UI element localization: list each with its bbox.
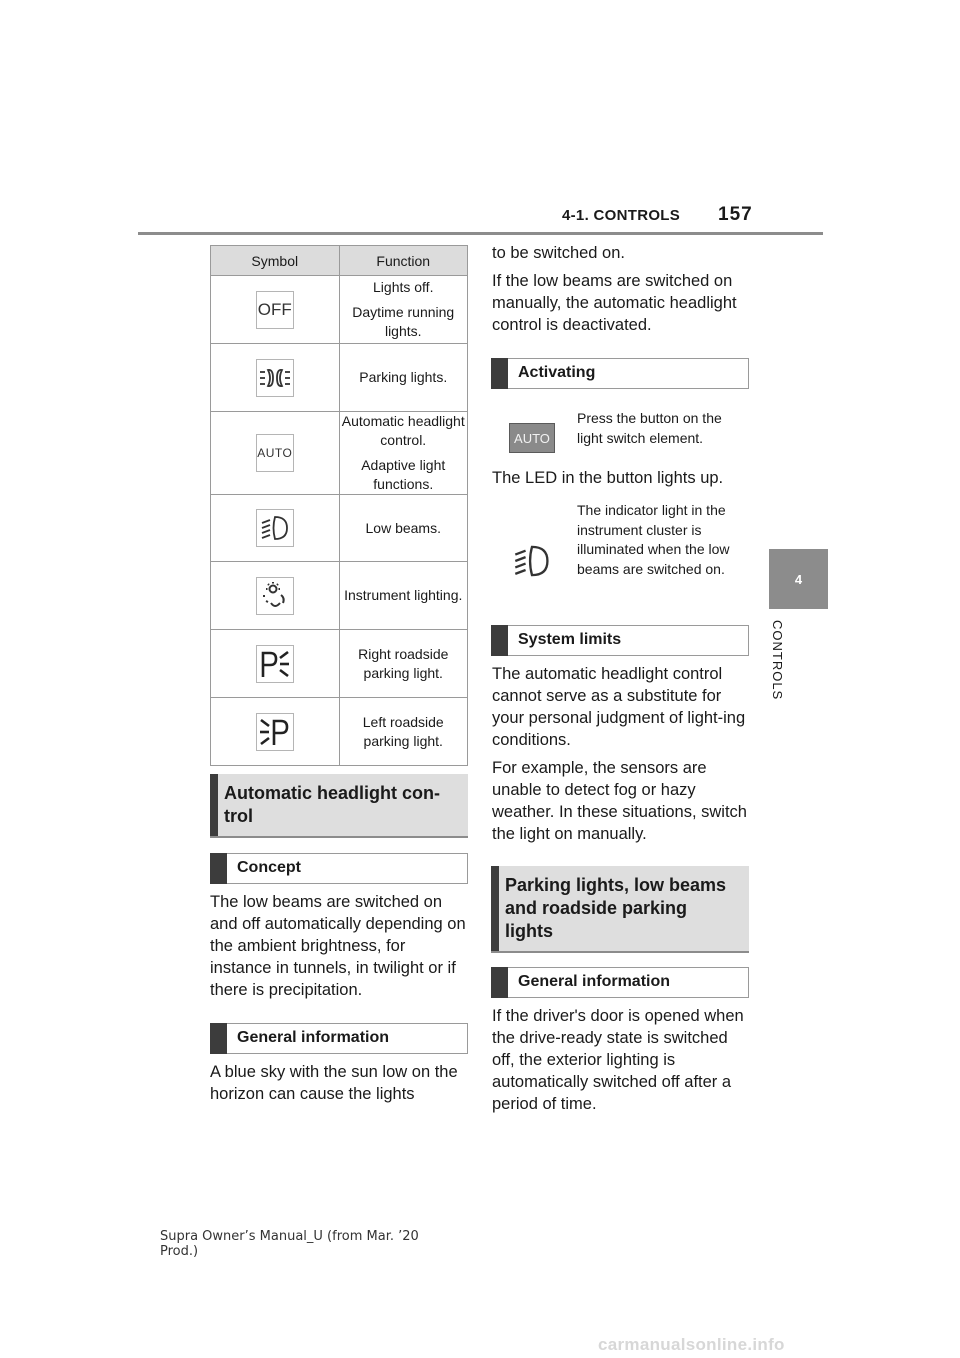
- function-text: Low beams.: [365, 519, 441, 536]
- table-row: [211, 562, 468, 630]
- concept-paragraph: The low beams are switched on and off automatically depending on the ambient brightness, for instance in tunnels, in twilight or if there is precipitation.: [210, 893, 466, 999]
- instrument-lighting-icon: [256, 577, 294, 615]
- subsection-general-information: [210, 1023, 468, 1054]
- general-paragraph-2: If the driver's door is opened when the drive-ready state is switched off, the exterior lighting is automatically switched off after a period of time.: [492, 1007, 744, 1113]
- table-row: [211, 276, 468, 344]
- off-symbol-icon: [256, 291, 294, 329]
- footer-line: Prod.): [160, 1244, 199, 1259]
- chapter-side-label: [760, 620, 800, 720]
- subsection-system-limits: [491, 625, 749, 656]
- footer-manual-title: [160, 1229, 419, 1259]
- right-parking-light-icon: [256, 645, 294, 683]
- subsection-general-information-2: [491, 967, 749, 998]
- table-row: [211, 630, 468, 698]
- indicator-note: The indicator light in the instrument cluster is illuminated when the low beams are switched on.: [577, 502, 730, 577]
- section-parking-lights: [491, 866, 749, 953]
- low-beam-icon: [256, 509, 294, 547]
- parking-lights-icon: [256, 359, 294, 397]
- watermark: carmanualsonline.info: [598, 1335, 785, 1354]
- led-paragraph: The LED in the button lights up.: [492, 469, 724, 487]
- chapter-side-label-text: CONTROLS: [770, 620, 785, 701]
- footer-line: Supra Owner’s Manual_U (from Mar. ’20: [160, 1229, 419, 1244]
- table-row: [211, 412, 468, 495]
- left-parking-light-icon: [256, 713, 294, 751]
- subsection-title: General information: [518, 973, 671, 990]
- chapter-tab-number: 4: [794, 571, 803, 587]
- off-symbol-text: OFF: [257, 299, 292, 319]
- subsection-title: Activating: [518, 364, 596, 381]
- low-beam-indicator-icon: [512, 543, 552, 584]
- subsection-title: System limits: [518, 631, 622, 648]
- general-paragraph: A blue sky with the sun low on the horizon can cause the lights: [210, 1063, 458, 1103]
- function-text: Right roadside parking light.: [358, 645, 449, 681]
- section-title-line: Parking lights, low beams: [505, 875, 727, 895]
- limits-paragraph-1: The automatic headlight control cannot serve as a substitute for your personal judgment of light-ing conditions.: [492, 665, 746, 749]
- section-automatic-headlight-control: [210, 774, 468, 838]
- subsection-title: Concept: [237, 859, 301, 876]
- function-text: Automatic headlight control.: [341, 413, 465, 448]
- function-text: Parking lights.: [359, 369, 448, 385]
- subsection-title: General information: [237, 1029, 390, 1046]
- limits-paragraph-2: For example, the sensors are unable to detect fog or hazy weather. In these situations, switch the light on manually.: [492, 759, 747, 843]
- auto-symbol-icon: [256, 434, 294, 472]
- chapter-tab[interactable]: [769, 549, 828, 609]
- page-number: 157: [718, 204, 753, 225]
- function-text: Adaptive light functions.: [361, 457, 446, 492]
- function-text: Left roadside parking light.: [362, 713, 444, 749]
- chapter-title: 4-1. CONTROLS: [562, 207, 681, 224]
- symbol-table: [210, 245, 468, 766]
- table-row: [211, 495, 468, 562]
- function-text: Daytime running lights.: [352, 304, 455, 339]
- function-text: Instrument lighting.: [344, 587, 463, 603]
- activating-note: Press the button on the light switch element.: [577, 410, 722, 446]
- function-text: Lights off.: [373, 279, 434, 295]
- auto-symbol-text: AUTO: [257, 446, 293, 460]
- manual-override-paragraph: If the low beams are switched on manually, the automatic headlight control is deactivated.: [492, 272, 737, 334]
- table-row: [211, 344, 468, 412]
- section-title-line: lights: [505, 921, 553, 941]
- subsection-activating: [491, 358, 749, 389]
- function-column-header: Function: [339, 246, 468, 276]
- auto-button-label: AUTO: [514, 430, 550, 446]
- auto-button-icon: [509, 423, 555, 453]
- section-title-line: trol: [224, 806, 253, 826]
- section-title-line: and roadside parking: [505, 898, 688, 918]
- table-row: [211, 698, 468, 766]
- header-rule: [138, 232, 823, 235]
- section-title-line: Automatic headlight con-: [224, 783, 440, 803]
- continued-paragraph: to be switched on.: [492, 244, 625, 262]
- subsection-concept: [210, 853, 468, 884]
- symbol-column-header: Symbol: [211, 246, 340, 276]
